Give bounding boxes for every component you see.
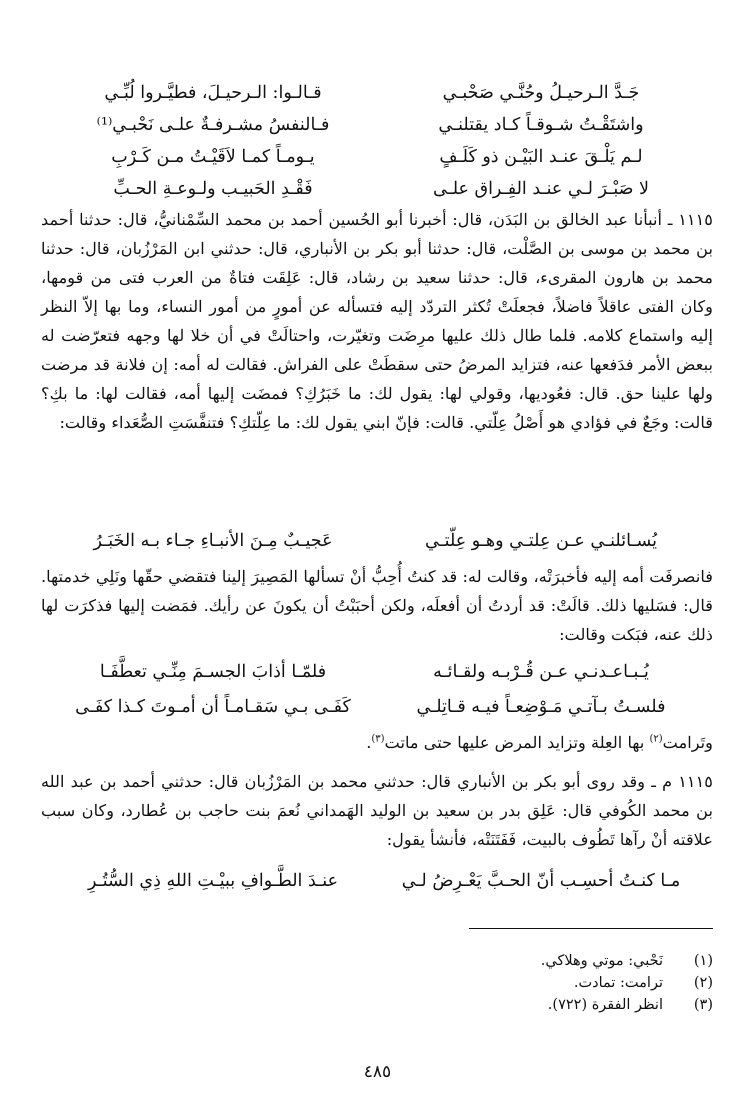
footnote	[113, 994, 713, 1016]
narration-paragraph: ١١١٥ م ـ وقد روى أبو بكر بن الأنباري قال: حدثني محمد بن المَرْزُبان قال: حدثني أحمد بن عبد الله بن محمد الكُوفي قال: عَلِق بدر بن سعيد بن الوليد الهَمداني نُعمَ بنت حاجب بن عُطارد، وكان سبب علاقته أنْ رآها تَطُوف بالبيت، فَفَتَنَتْه، فأنشأ يقول:	[41, 772, 713, 849]
verse-second-hemistich: فـالنفسُ مشـرفـةٌ علـى نَحْبـي⁽¹⁾	[96, 115, 330, 135]
narration-paragraph: فانصرفَت أمه إليه فأخبرَتْه، وقالت له: قد كنتُ أُحِبُّ أنْ تسألها المَصِيرَ إلينا فتقضي حقّها ونَلِي خدمتها. قال: فسَليها ذلك. قالَتْ: قد أردتُ أن أفعلَه، ولكن أحبَبْتُ أن يكونَ عن رأيك. فمَضت إليها فذكرَت لها ذلك عنه، فبَكت وقالت:	[41, 567, 713, 644]
verse-second-hemistich: يـومـاً كمـا لاَقَيْـتُ مـن كَـرْبِ	[111, 147, 315, 167]
verse-first-hemistich: لـم يَلْـقَ عنـد البَيْـن ذو كَلَـفٍ	[439, 147, 643, 167]
verse-first-hemistich: يُـبـاعـدنـي عـن قُـرْبـه ولقـائـه	[433, 662, 649, 682]
footnote-text: نَحْبي: موتي وهلاكي.	[540, 953, 663, 969]
verse-line	[65, 172, 689, 206]
verse-first-hemistich: فلسـتُ بـآتـي مَـوْضِعـاً فيـه قـاتِلـي	[416, 697, 666, 717]
verse-line	[65, 108, 689, 142]
footnote	[113, 950, 713, 972]
verse-line	[65, 140, 689, 174]
footnote	[113, 972, 713, 994]
page-number: ٤٨٥	[363, 1062, 392, 1082]
narration-paragraph: ١١١٥ ـ أنبأنا عبد الخالق بن البَدَن، قال: أخبرنا أبو الحُسين أحمد بن محمد السِّمْنانيُّ، قال: حدثنا أحمد بن محمد بن موسى بن الصَّلْت، قال: حدثنا أبو بكر بن الأنباري، قال: حدثني ابن المَرْزُبان، قال: حدثنا محمد بن هارون المقرىء، قال: حدثنا سعيد بن رشاد، قال: عَلِقَت فتاةٌ من العرب فتى من قومها، وكان الفتى عاقلاً فاضلاً، فجعلَتْ تُكثر التردّد إليه فتسأله عن أمورٍ من أمور النساء، وما بها إلاّ النظر إليه واستماع كلامه. فلما طال ذلك عليها مرِضَت وتغيّرت، واحتالَتْ في أن خلا لها وجهه فتعرّضت له ببعض الأمر فدَفعها عنه، فتزايد المرضُ حتى سقطَتْ على الفراش. فقالت له أمه: إن فلانة قد مرضت ولها علينا حق. قال: فعُوديها، وقولي لها: يقول لك: ما خَبَرُكِ؟ فمضَت إليها أمه، فقالت لها: ما بكِ؟ قالت: وجَعٌ في فؤادي هو أَصْلُ عِلّتي. قالت: فإنّ ابني يقول لك: ما عِلّتكِ؟ فتنفَّسَتِ الصُّعَداء وقالت:	[41, 210, 713, 432]
verse-line	[65, 690, 689, 724]
verse-first-hemistich: لا صَبْـرَ لـي عنـد الفِـراق علـى	[432, 179, 649, 199]
narration-paragraph	[41, 728, 713, 757]
verse-first-hemistich: واشتَقْـتُ شـوقـاً كـاد يقتلنـي	[438, 115, 644, 135]
verse-second-hemistich: فَقْـدِ الحَبيـب ولـوعـةِ الحـبِّ	[113, 179, 313, 199]
verse-line	[65, 864, 689, 898]
verse-line	[65, 76, 689, 110]
verse-second-hemistich: فلمّـا أذابَ الجسـمَ مِنِّـي تعطَّفَـا	[99, 662, 327, 682]
verse-line	[65, 655, 689, 689]
footnote-text: انظر الفقرة (٧٢٢).	[547, 997, 663, 1013]
footnote-number: (١)	[693, 953, 713, 969]
footnote-ref: (٢)	[649, 733, 663, 745]
text-run: .	[366, 733, 372, 752]
footnote-ref: (٣)	[371, 733, 385, 745]
verse-second-hemistich: عنـدَ الطَّـوافِ ببيْـتِ اللهِ ذِي السُّتُـرِ	[87, 871, 339, 891]
verse-first-hemistich: مـا كنـتُ أحسِـب أنّ الحـبَّ يَعْـرِضُ لـي	[401, 871, 681, 891]
verse-line	[65, 524, 689, 558]
verse-second-hemistich: قـالـوا: الـرحيـلَ، فطيَّـروا لُبِّـي	[104, 83, 322, 103]
verse-second-hemistich: كَفَـى بـي سَقـامـاً أن أمـوتَ كـذا كفَـى	[75, 697, 351, 717]
footnote-number: (٢)	[693, 975, 713, 991]
verse-second-hemistich: عَجيـبٌ مِـنَ الأنبـاءِ جـاء بـه الخَبَـرُ	[93, 531, 333, 551]
footnote-text: ترامت: تمادت.	[573, 975, 663, 991]
footnote-number: (٣)	[693, 997, 713, 1013]
text-run: وتَرامت	[662, 733, 713, 752]
verse-first-hemistich: جَـدَّ الـرحيـلُ وحُنَّـي صَحْبـي	[442, 83, 640, 103]
verse-first-hemistich: يُسـائلنـي عـن عِلتـي وهـو عِلّتـي	[424, 531, 658, 551]
footnote-separator	[469, 928, 713, 929]
text-run: بها العِلة وتزايد المرض عليها حتى ماتت	[384, 733, 650, 752]
